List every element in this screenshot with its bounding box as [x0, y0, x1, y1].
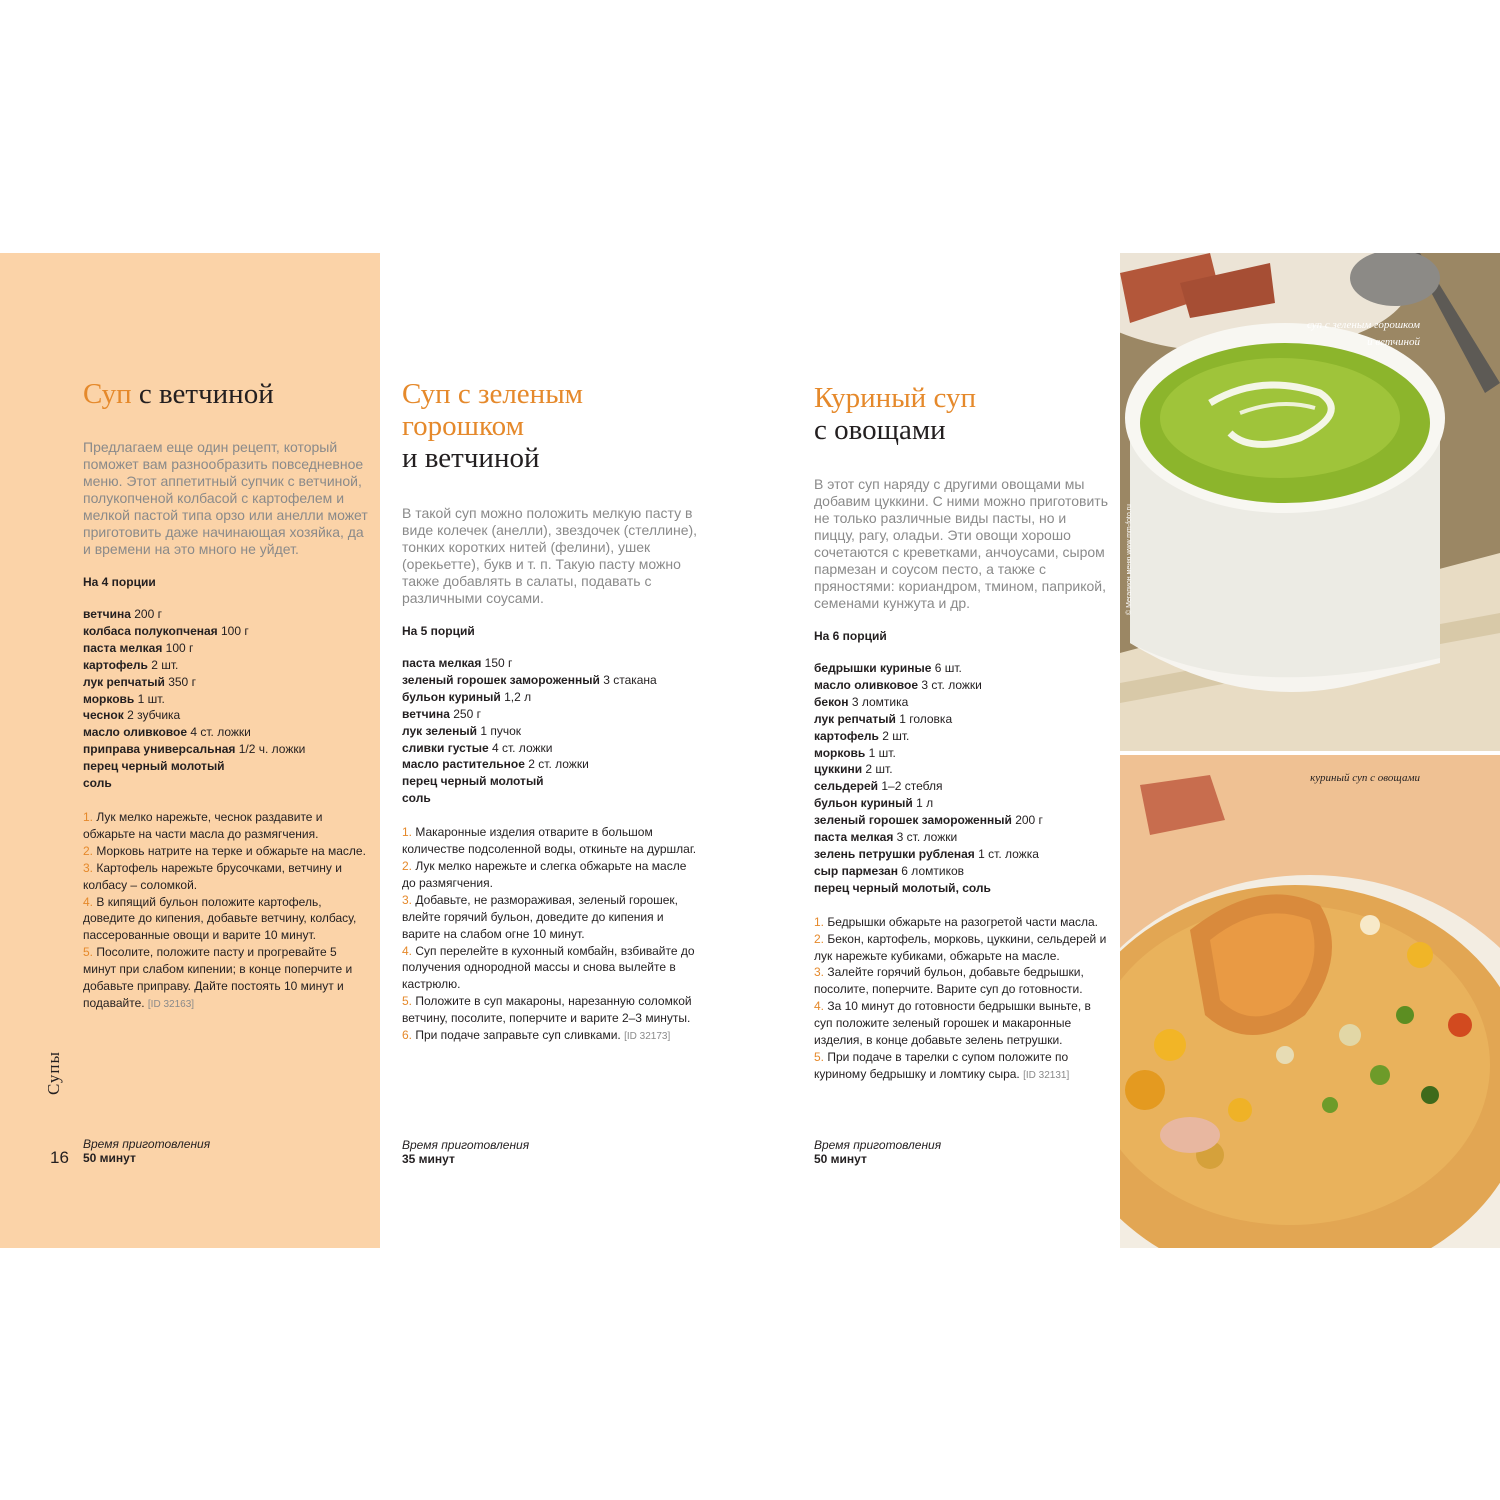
ingredient-name: картофель	[83, 657, 148, 672]
recipe-id: [ID 32173]	[624, 1031, 671, 1043]
ingredient-quantity: 1 пучок	[476, 723, 521, 738]
ingredient-name: паста мелкая	[814, 830, 894, 845]
time-label: Время приготовления	[402, 1138, 530, 1152]
recipe-intro: В такой суп можно положить мелкую пасту в виде колечек (анелли), звездочек (стеллине), тонких коротких нитей (фелини), ушек (орекьетте), букв и т. п. Такую пасту можно также добавлять в салаты, подавать с различными соусами.	[402, 505, 698, 606]
ingredient-name: ветчина	[402, 706, 450, 721]
step-number: 1.	[814, 914, 825, 929]
ingredient-quantity: 3 ст. ложки	[893, 830, 958, 845]
ingredient-item	[402, 740, 702, 757]
recipe-id: [ID 32131]	[1023, 1069, 1070, 1081]
ingredient-item	[814, 778, 1109, 795]
ingredient-quantity: 1 л	[912, 796, 934, 811]
ingredient-item	[402, 689, 702, 706]
step-text: Добавьте, не размораживая, зеленый горошек, влейте горячий бульон, доведите до кипения и варите на слабом огне 10 минут.	[402, 892, 679, 941]
ingredient-item	[83, 741, 368, 758]
ingredient-quantity: 3 ст. ложки	[918, 677, 982, 692]
time-value: 50 минут	[814, 1152, 867, 1166]
ingredient-name: зелень петрушки рубленая	[814, 846, 975, 861]
ingredient-item	[83, 707, 368, 724]
step-text: Картофель нарежьте брусочками, ветчину и колбасу – соломкой.	[83, 860, 342, 892]
ingredient-item	[814, 846, 1109, 863]
step-item	[814, 964, 1109, 998]
ingredient-quantity: 1/2 ч. ложки	[235, 742, 306, 757]
ingredient-quantity: 6 шт.	[931, 661, 962, 675]
recipe-ham-soup	[83, 378, 368, 1014]
ingredient-name: перец черный молотый, соль	[814, 880, 991, 895]
ingredient-name: сливки густые	[402, 740, 489, 755]
ingredient-name: картофель	[814, 728, 879, 743]
ingredient-item	[814, 660, 1109, 677]
step-text: Бедрышки обжарьте на разогретой части масла.	[824, 914, 1098, 929]
ingredient-name: масло оливковое	[814, 677, 919, 692]
ingredient-name: перец черный молотый	[83, 759, 225, 774]
cooking-time	[814, 1138, 941, 1166]
cooking-time	[83, 1137, 210, 1165]
ingredient-quantity: 3 стакана	[599, 672, 657, 687]
step-number: 3.	[402, 892, 413, 907]
steps-list	[83, 809, 368, 1014]
ingredient-item	[83, 623, 368, 640]
ingredient-quantity: 1 ст. ложка	[974, 846, 1039, 861]
title-rest: с ветчиной	[138, 378, 274, 410]
ingredient-quantity: 2 шт.	[878, 728, 910, 743]
step-text: Бекон, картофель, морковь, цуккини, сельдерей и лук нарежьте кубиками, обжарьте на масле.	[814, 931, 1107, 963]
ingredient-name: паста мелкая	[402, 656, 482, 670]
step-item	[402, 824, 702, 858]
caption-pea-soup	[1307, 317, 1420, 351]
caption-chicken-soup: куриный суп с овощами	[1310, 772, 1420, 784]
step-item	[402, 892, 702, 943]
recipe-id: [ID 32163]	[147, 998, 195, 1010]
ingredients-list	[814, 660, 1109, 897]
time-label: Время приготовления	[83, 1137, 211, 1151]
title-rest: с овощами	[814, 414, 946, 446]
section-title: Супы	[44, 1051, 63, 1095]
steps-list	[814, 914, 1109, 1085]
step-number: 3.	[83, 860, 94, 875]
recipe-chicken-soup	[814, 382, 1109, 1085]
step-number: 1.	[83, 809, 94, 824]
recipe-title	[814, 382, 1109, 446]
ingredient-item	[83, 758, 368, 775]
ingredient-item	[814, 745, 1109, 762]
ingredient-name: бедрышки куриные	[814, 661, 932, 675]
ingredient-item	[814, 711, 1109, 728]
caption-line: суп с зеленым горошком	[1306, 319, 1420, 331]
step-text: Суп перелейте в кухонный комбайн, взбивайте до получения однородной массы и снова вылейте в кастрюлю.	[402, 943, 695, 992]
ingredient-quantity: 2 шт.	[147, 657, 179, 672]
step-item	[402, 1027, 702, 1046]
caption-line: и ветчиной	[1367, 336, 1420, 348]
servings: На 6 порций	[814, 629, 887, 643]
ingredient-name: морковь	[814, 745, 866, 760]
ingredient-quantity: 1 головка	[895, 711, 953, 726]
ingredient-quantity: 4 ст. ложки	[488, 740, 553, 755]
ingredient-name: ветчина	[83, 607, 131, 621]
recipe-intro: Предлагаем еще один рецепт, который поможет вам разнообразить повседневное меню. Этот аппетитный супчик с ветчиной, полукопченой колбасой с картофелем и мелкой пастой типа орзо или анелли может приготовить даже начинающая хозяйка, да и времени на это много не уйдет.	[83, 439, 368, 557]
step-item	[814, 1049, 1109, 1085]
step-number: 2.	[402, 858, 413, 873]
title-rest: и ветчиной	[402, 442, 540, 474]
time-value: 50 минут	[83, 1151, 136, 1165]
recipe-title	[83, 378, 368, 410]
servings: На 5 порций	[402, 624, 475, 638]
ingredient-name: перец черный молотый	[402, 774, 544, 789]
step-text: Морковь натрите на терке и обжарьте на масле.	[93, 843, 366, 858]
title-accent: Суп	[83, 378, 132, 410]
ingredient-quantity: 100 г	[162, 640, 194, 655]
ingredient-name: масло растительное	[402, 757, 525, 772]
ingredient-quantity: 4 ст. ложки	[187, 725, 251, 740]
time-label: Время приготовления	[814, 1138, 942, 1152]
step-number: 6.	[402, 1028, 413, 1043]
ingredient-name: лук репчатый	[83, 674, 165, 689]
ingredient-name: зеленый горошек замороженный	[814, 813, 1012, 828]
ingredient-name: лук зеленый	[402, 723, 477, 738]
ingredient-item	[402, 706, 702, 723]
step-item	[402, 993, 702, 1027]
step-text: Лук мелко нарежьте и слегка обжарьте на масле до размягчения.	[402, 858, 687, 890]
ingredient-item	[402, 655, 702, 672]
ingredient-quantity: 2 зубчика	[123, 708, 181, 723]
servings: На 4 порции	[83, 575, 156, 589]
ingredient-item	[83, 640, 368, 657]
ingredient-quantity: 1,2 л	[500, 689, 532, 704]
ingredient-item	[814, 829, 1109, 846]
ingredient-item	[814, 812, 1109, 829]
step-number: 2.	[814, 931, 825, 946]
ingredient-item	[814, 694, 1109, 711]
ingredient-quantity: 1–2 стебля	[878, 779, 943, 794]
steps-list	[402, 824, 702, 1046]
ingredient-item	[83, 657, 368, 674]
ingredient-item	[814, 761, 1109, 778]
ingredient-name: бульон куриный	[814, 796, 913, 811]
ingredient-name: сыр пармезан	[814, 863, 898, 878]
ingredient-name: зеленый горошек замороженный	[402, 672, 600, 687]
step-item	[83, 894, 368, 945]
ingredient-item	[83, 691, 368, 708]
ingredients-list	[402, 655, 702, 807]
title-accent: горошком	[402, 410, 524, 442]
ingredient-item	[814, 880, 1109, 897]
ingredient-item	[814, 677, 1109, 694]
ingredient-item	[402, 672, 702, 689]
step-number: 5.	[814, 1049, 825, 1064]
ingredient-item	[402, 790, 702, 807]
ingredient-item	[83, 775, 368, 792]
ingredient-item	[814, 795, 1109, 812]
step-item	[83, 860, 368, 894]
step-item	[814, 931, 1109, 965]
step-text: При подаче в тарелки с супом положите по куриному бедрышку и ломтику сыра.	[814, 1049, 1069, 1081]
step-number: 4.	[83, 894, 94, 909]
ingredient-quantity: 1 шт.	[134, 691, 165, 706]
step-item	[814, 998, 1109, 1049]
book-spread	[0, 253, 1500, 1248]
step-number: 5.	[402, 994, 413, 1009]
ingredient-quantity: 3 ломтика	[848, 694, 909, 709]
ingredient-item	[402, 773, 702, 790]
title-accent: Куриный суп	[814, 382, 976, 414]
ingredient-quantity: 2 шт.	[862, 762, 893, 777]
ingredient-name: приправа универсальная	[83, 742, 236, 757]
step-text: Лук мелко нарежьте, чеснок раздавите и обжарьте на части масла до размягчения.	[83, 809, 323, 841]
photo-credit: © Мегапион меню www.mm-foto.ru	[1126, 504, 1133, 615]
recipe-intro: В этот суп наряду с другими овощами мы добавим цуккини. С ними можно приготовить не только различные виды пасты, но и пиццу, рагу, оладьи. Эти овощи хорошо сочетаются с креветками, анчоусами, сыром пармезан и соусом песто, а также с пряностями: кориандром, тмином, паприкой, семенами кунжута и др.	[814, 476, 1109, 611]
step-text: Положите в суп макароны, нарезанную соломкой ветчину, посолите, поперчите и варите 2–3 минуты.	[402, 994, 692, 1026]
ingredient-name: лук репчатый	[814, 711, 896, 726]
chicken-soup-illustration	[1120, 755, 1500, 1248]
ingredient-quantity: 100 г	[217, 623, 249, 638]
ingredient-item	[83, 674, 368, 691]
step-text: При подаче заправьте суп сливками.	[412, 1028, 625, 1043]
step-text: Макаронные изделия отварите в большом количестве подсоленной воды, откиньте на дуршлаг.	[402, 825, 697, 857]
ingredient-item	[814, 728, 1109, 745]
page-number: 16	[50, 1148, 69, 1167]
ingredients-list	[83, 606, 368, 792]
ingredient-quantity: 1 шт.	[865, 745, 896, 760]
ingredient-item	[83, 606, 368, 623]
ingredient-name: масло оливковое	[83, 725, 188, 740]
ingredient-name: соль	[402, 791, 431, 806]
ingredient-quantity: 250 г	[449, 706, 481, 721]
step-text: За 10 минут до готовности бедрышки выньте, в суп положите зеленый горошек и макаронные изделия, в конце добавьте зелень петрушки.	[814, 999, 1091, 1048]
step-item	[814, 914, 1109, 931]
ingredient-item	[402, 723, 702, 740]
ingredient-quantity: 6 ломтиков	[897, 863, 965, 878]
ingredient-name: чеснок	[83, 708, 124, 723]
ingredient-name: колбаса полукопченая	[83, 623, 218, 638]
ingredient-name: бекон	[814, 694, 849, 709]
ingredient-item	[402, 756, 702, 773]
recipe-title	[402, 378, 702, 474]
cooking-time	[402, 1138, 529, 1166]
ingredient-name: морковь	[83, 691, 135, 706]
time-value: 35 минут	[402, 1152, 455, 1166]
ingredient-quantity: 2 ст. ложки	[524, 757, 589, 772]
step-number: 1.	[402, 825, 413, 840]
step-number: 4.	[814, 999, 825, 1014]
step-item	[83, 944, 368, 1014]
step-item	[83, 843, 368, 860]
step-number: 2.	[83, 843, 94, 858]
photo-pea-soup	[1120, 253, 1500, 751]
recipe-pea-soup	[402, 378, 702, 1046]
ingredient-name: паста мелкая	[83, 640, 163, 655]
step-item	[83, 809, 368, 843]
ingredient-name: сельдерей	[814, 779, 879, 794]
ingredient-quantity: 150 г	[481, 656, 513, 670]
ingredient-quantity: 350 г	[164, 674, 196, 689]
title-accent: Суп с зеленым	[402, 378, 584, 410]
step-text: В кипящий бульон положите картофель, доведите до кипения, добавьте ветчину, колбасу, пассерованные овощи и варите 10 минут.	[83, 894, 357, 943]
step-text: Залейте горячий бульон, добавьте бедрышки, посолите, поперчите. Варите суп до готовности.	[814, 965, 1084, 997]
ingredient-item	[83, 724, 368, 741]
photo-chicken-soup	[1120, 755, 1500, 1248]
step-item	[402, 943, 702, 994]
step-number: 3.	[814, 965, 825, 980]
ingredient-name: цуккини	[814, 762, 863, 777]
step-item	[402, 858, 702, 892]
ingredient-quantity: 200 г	[130, 607, 162, 621]
ingredient-item	[814, 863, 1109, 880]
step-number: 4.	[402, 943, 413, 958]
ingredient-name: бульон куриный	[402, 689, 501, 704]
step-text: Посолите, положите пасту и прогревайте 5 минут при слабом кипении; в конце поперчите и добавьте приправу. Дайте постоять 10 минут и подавайте.	[83, 945, 353, 1010]
ingredient-name: соль	[83, 776, 112, 791]
ingredient-quantity: 200 г	[1011, 813, 1043, 828]
step-number: 5.	[83, 945, 94, 960]
